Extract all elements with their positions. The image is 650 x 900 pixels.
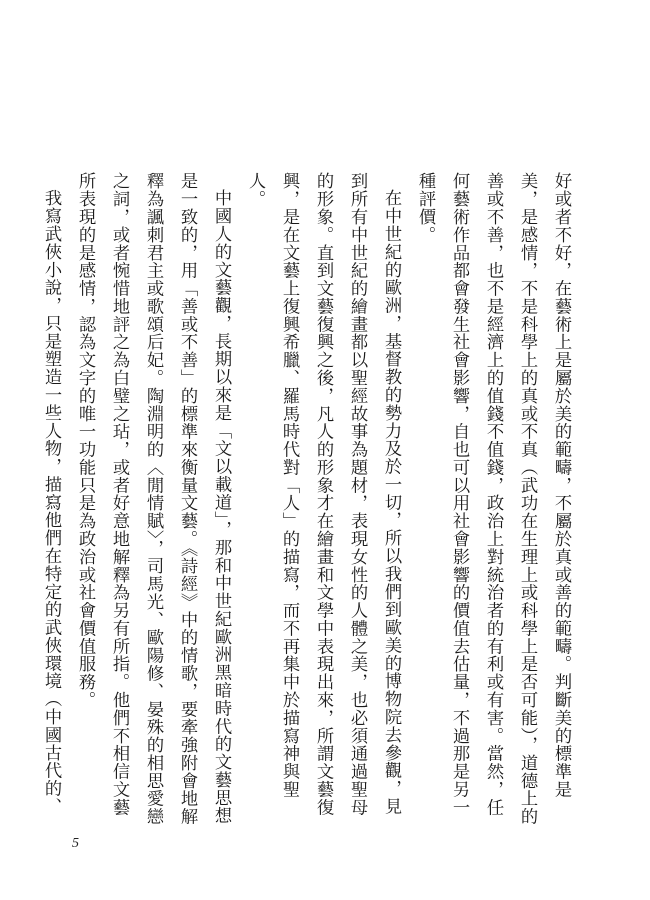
vertical-text-body — [34, 172, 578, 832]
paragraph-2: 在中世紀的歐洲，基督教的勢力及於一切，所以我們到歐美的博物院去參觀，見到所有中世紀的繪畫都以聖經故事為題材，表現女性的人體之美，也必須通過聖母的形象。直到文藝復興之後，凡人的形象才在繪畫和文學中表現出來，所謂文藝復興，是在文藝上復興希臘、羅馬時代對「人」的描寫，而不再集中於描寫神與聖人。 — [245, 172, 401, 817]
paragraph-4: 我寫武俠小說，只是塑造一些人物，描寫他們在特定的武俠環境（中國古代的、 — [41, 189, 61, 816]
paragraph-1: 好或者不好，在藝術上是屬於美的範疇，不屬於真或善的範疇。判斷美的標準是美，是感情，不是科學上的真或不真（武功在生理上或科學上是否可能），道德上的善或不善，也不是經濟上的值錢不值錢，政治上對統治者的有利或有害。當然，任何藝術作品都會發生社會影響，自也可以用社會影響的價值去估量，不過那是另一種評價。 — [415, 172, 571, 826]
paragraph-3: 中國人的文藝觀，長期以來是「文以載道」，那和中世紀歐洲黑暗時代的文藝思想是一致的，用「善或不善」的標準來衡量文藝。《詩經》中的情歌，要牽強附會地解釋為諷刺君主或歌頌后妃。陶淵明的〈閒情賦〉，司馬光、歐陽修、晏殊的相思愛戀之詞，或者惋惜地評之為白璧之玷，或者好意地解釋為另有所指。他們不相信文藝所表現的是感情，認為文字的唯一功能只是為政治或社會價值服務。 — [75, 172, 231, 826]
page-number: 5 — [72, 836, 79, 851]
